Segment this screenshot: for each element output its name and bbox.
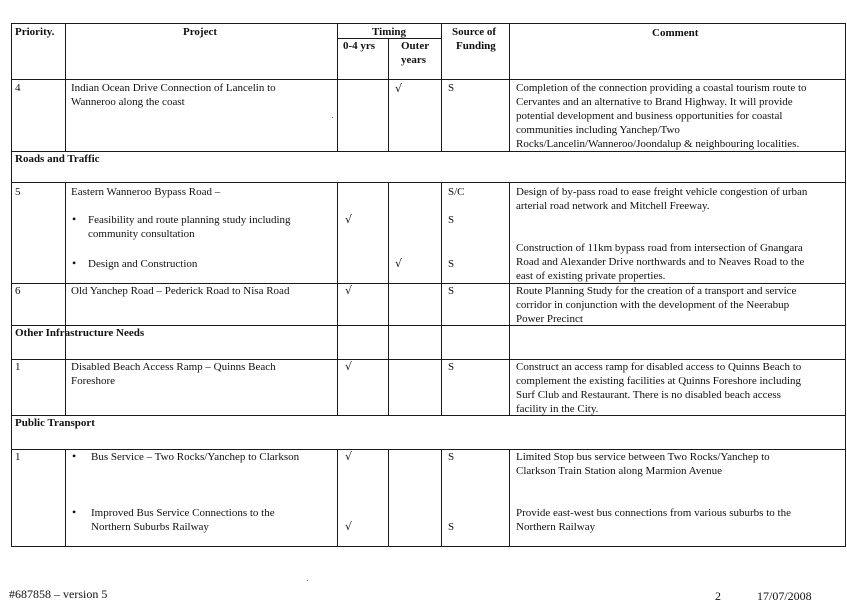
row-comment: Limited Stop bus service between Two Rocks/Yanchep to bbox=[516, 451, 770, 463]
header-project: Project bbox=[183, 26, 217, 38]
row-comment: Route Planning Study for the creation of a transport and service bbox=[516, 285, 797, 297]
row-funding: S bbox=[448, 82, 455, 94]
short-term-tick: √ bbox=[345, 450, 353, 463]
bullet-icon: • bbox=[72, 256, 77, 270]
section-heading: Public Transport bbox=[15, 417, 95, 429]
row-comment: facility in the City. bbox=[516, 403, 599, 415]
short-term-tick: √ bbox=[345, 213, 353, 226]
row-comment: corridor in conjunction with the development of the Neerabup bbox=[516, 299, 790, 311]
row-comment: communities including Yanchep/Two bbox=[516, 124, 680, 136]
outer-years-tick: √ bbox=[395, 82, 403, 95]
short-term-tick: √ bbox=[345, 520, 353, 533]
section-heading: Roads and Traffic bbox=[15, 153, 100, 165]
row-priority: 1 bbox=[15, 361, 21, 373]
sub-item: community consultation bbox=[88, 228, 195, 240]
sub-funding: S bbox=[448, 214, 455, 226]
header-timing: Timing bbox=[372, 26, 407, 38]
row-funding: S/C bbox=[448, 186, 465, 198]
row-comment: Cervantes and an alternative to Brand Highway. It will provide bbox=[516, 96, 793, 108]
row-comment: Rocks/Lancelin/Wanneroo/Joondalup & neighbouring localities. bbox=[516, 138, 800, 150]
sub-item: Feasibility and route planning study including bbox=[88, 214, 291, 226]
row-priority: 6 bbox=[15, 285, 21, 297]
row-project: Indian Ocean Drive Connection of Lancelin to bbox=[71, 82, 276, 94]
row-priority: 5 bbox=[15, 186, 21, 198]
row-comment: Road and Alexander Drive northwards and to Neaves Road to the bbox=[516, 256, 805, 268]
outer-years-tick: √ bbox=[395, 257, 403, 270]
sub-item: Bus Service – Two Rocks/Yanchep to Clarkson bbox=[91, 451, 300, 463]
row-comment: Surf Club and Restaurant. There is no disabled beach access bbox=[516, 389, 781, 401]
bullet-icon: • bbox=[72, 449, 77, 463]
row-priority: 4 bbox=[15, 82, 21, 94]
row-project: Old Yanchep Road – Pederick Road to Nisa Road bbox=[71, 285, 290, 297]
projects-table bbox=[11, 23, 846, 547]
row-comment: Design of by-pass road to ease freight vehicle congestion of urban bbox=[516, 186, 808, 198]
sub-funding: S bbox=[448, 521, 455, 533]
row-comment: complement the existing facilities at Quinns Foreshore including bbox=[516, 375, 802, 387]
row-comment: Construct an access ramp for disabled access to Quinns Beach to bbox=[516, 361, 802, 373]
header-priority: Priority. bbox=[15, 26, 55, 38]
header-comment: Comment bbox=[652, 27, 699, 39]
sub-item: Northern Suburbs Railway bbox=[91, 521, 209, 533]
bullet-icon: • bbox=[72, 505, 77, 519]
row-comment: potential development and business opportunities for coastal bbox=[516, 110, 783, 122]
header-timing-outer-2: years bbox=[401, 54, 427, 66]
sub-funding: S bbox=[448, 451, 455, 463]
row-project: Wanneroo along the coast bbox=[71, 96, 185, 108]
bullet-icon: • bbox=[72, 212, 77, 226]
row-project: Foreshore bbox=[71, 375, 115, 387]
row-project: Eastern Wanneroo Bypass Road – bbox=[71, 186, 221, 198]
row-project: Disabled Beach Access Ramp – Quinns Beach bbox=[71, 361, 276, 373]
short-term-tick: √ bbox=[345, 284, 353, 297]
row-comment: east of existing private properties. bbox=[516, 270, 666, 282]
row-comment: Clarkson Train Station along Marmion Avenue bbox=[516, 465, 723, 477]
section-heading: Other Infrastructure Needs bbox=[15, 327, 145, 339]
document-id: #687858 – version 5 bbox=[9, 587, 108, 601]
short-term-tick: √ bbox=[345, 360, 353, 373]
row-comment: Construction of 11km bypass road from intersection of Gnangara bbox=[516, 242, 803, 254]
sub-item: Design and Construction bbox=[88, 258, 198, 270]
row-comment: Completion of the connection providing a coastal tourism route to bbox=[516, 82, 807, 94]
header-timing-outer-1: Outer bbox=[401, 40, 430, 52]
document-date: 17/07/2008 bbox=[757, 589, 812, 603]
row-priority: 1 bbox=[15, 451, 21, 463]
page-number: 2 bbox=[715, 589, 721, 603]
sub-item: Improved Bus Service Connections to the bbox=[91, 507, 275, 519]
row-comment: arterial road network and Mitchell Freeway. bbox=[516, 200, 710, 212]
row-comment: Provide east-west bus connections from various suburbs to the bbox=[516, 507, 791, 519]
row-funding: S bbox=[448, 361, 455, 373]
row-funding: S bbox=[448, 285, 455, 297]
row-comment: Power Precinct bbox=[516, 313, 583, 325]
header-funding-1: Source of bbox=[452, 26, 497, 38]
header-funding-2: Funding bbox=[456, 40, 496, 52]
header-timing-short: 0-4 yrs bbox=[343, 40, 376, 52]
sub-funding: S bbox=[448, 258, 455, 270]
row-comment: Northern Railway bbox=[516, 521, 596, 533]
